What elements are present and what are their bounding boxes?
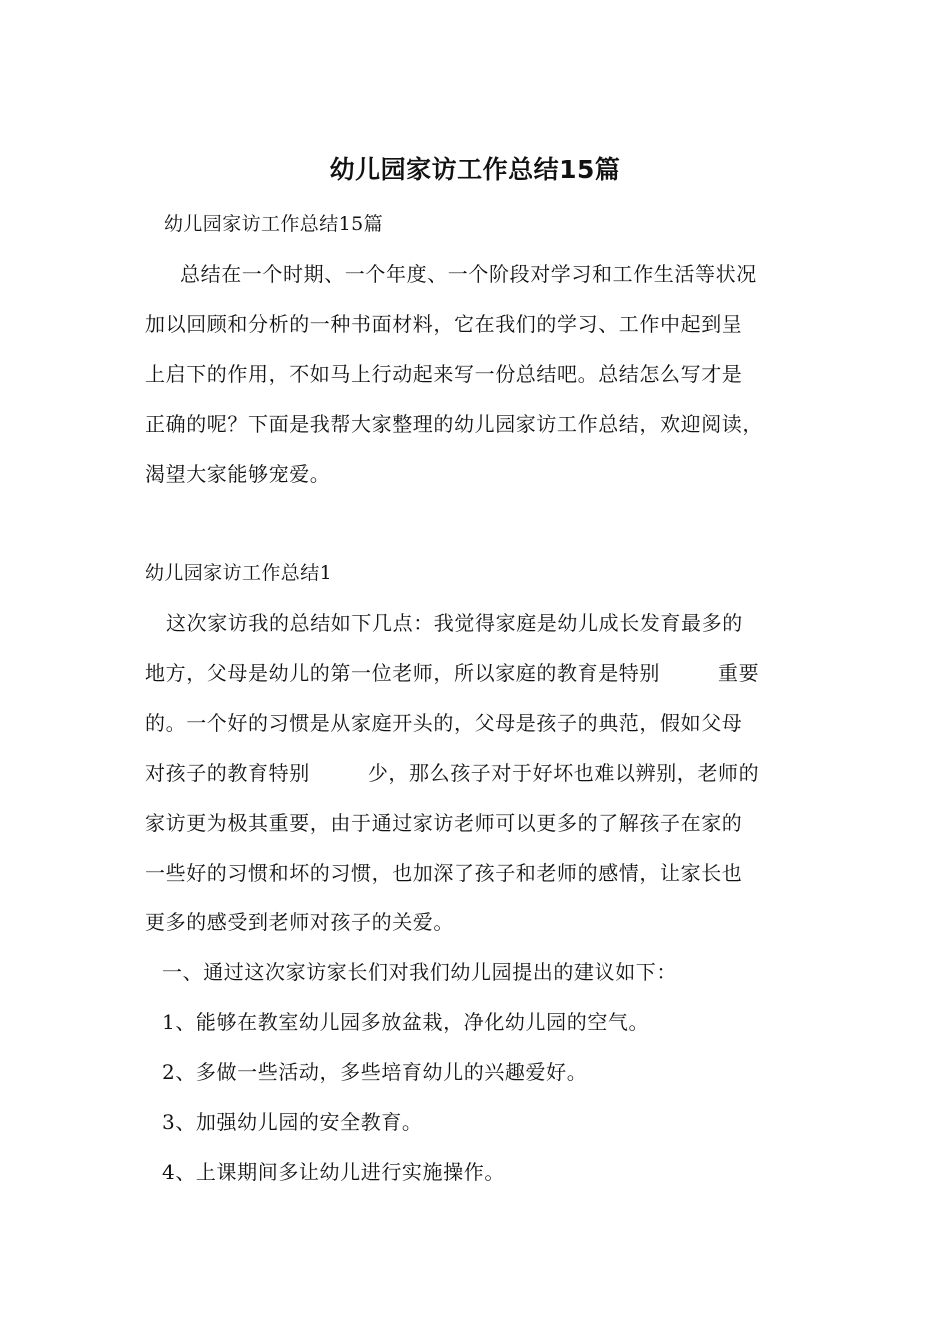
body-line-7: 更多的感受到老师对孩子的关爱。	[145, 910, 454, 934]
body-line-5: 家访更为极其重要，由于通过家访老师可以更多的了解孩子在家的	[145, 811, 743, 835]
list-item: 3、加强幼儿园的安全教育。	[162, 1110, 423, 1134]
list-intro: 一、通过这次家访家长们对我们幼儿园提出的建议如下：	[162, 960, 677, 984]
intro-line-3: 上启下的作用，不如马上行动起来写一份总结吧。总结怎么写才是	[145, 362, 743, 386]
intro-line-1: 总结在一个时期、一个年度、一个阶段对学习和工作生活等状况	[180, 262, 757, 286]
list-item: 4、上课期间多让幼儿进行实施操作。	[162, 1160, 505, 1184]
body-line-2-part-2: 重要	[718, 661, 760, 685]
list-item: 2、多做一些活动，多些培育幼儿的兴趣爱好。	[162, 1060, 588, 1084]
body-line-4	[145, 758, 825, 788]
body-line-2-part-1: 地方，父母是幼儿的第一位老师，所以家庭的教育是特别	[145, 661, 660, 685]
body-line-2	[145, 658, 825, 688]
body-line-4-part-2: 少，那么孩子对于好坏也难以辨别，老师的	[367, 761, 760, 785]
body-line-4-part-1: 对孩子的教育特别	[145, 761, 310, 785]
list-item: 1、能够在教室幼儿园多放盆栽，净化幼儿园的空气。	[162, 1010, 650, 1034]
section-heading: 幼儿园家访工作总结1	[145, 562, 333, 584]
intro-line-4: 正确的呢？下面是我帮大家整理的幼儿园家访工作总结，欢迎阅读，	[145, 412, 763, 436]
intro-line-2: 加以回顾和分析的一种书面材料，它在我们的学习、工作中起到呈	[145, 312, 743, 336]
document-title: 幼儿园家访工作总结15篇	[329, 155, 621, 184]
document-subtitle: 幼儿园家访工作总结15篇	[164, 213, 383, 235]
body-line-3: 的。一个好的习惯是从家庭开头的，父母是孩子的典范，假如父母	[145, 711, 743, 735]
intro-line-5: 渴望大家能够宠爱。	[145, 462, 331, 486]
body-line-6: 一些好的习惯和坏的习惯，也加深了孩子和老师的感情，让家长也	[145, 861, 743, 885]
body-line-1: 这次家访我的总结如下几点：我觉得家庭是幼儿成长发育最多的	[166, 611, 743, 635]
